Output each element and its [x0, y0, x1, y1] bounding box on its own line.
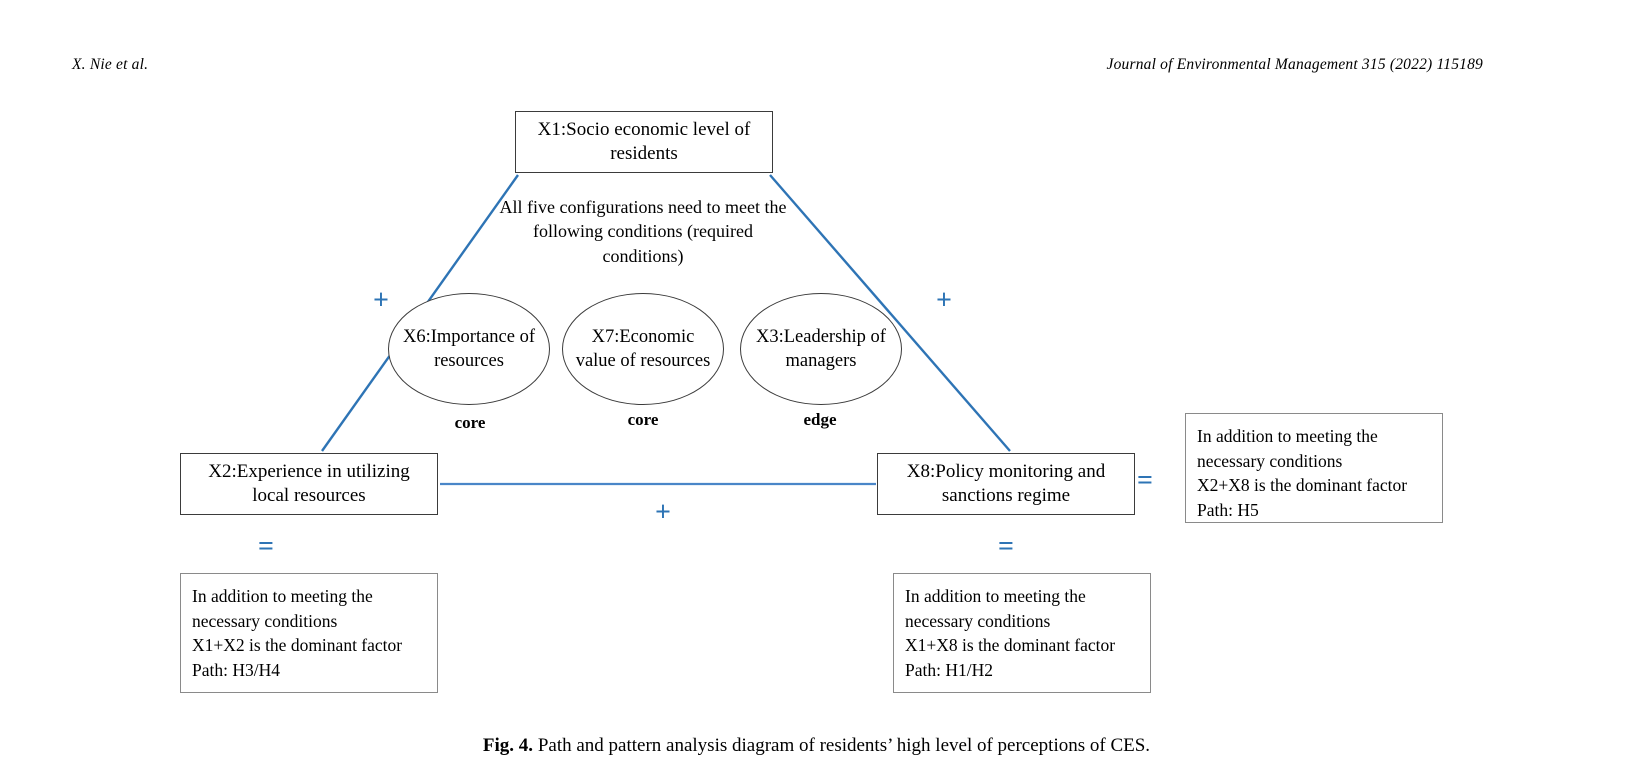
node-x1 — [515, 111, 773, 173]
node-x2-label: X2:Experience in utilizing local resources — [208, 460, 410, 506]
node-x8 — [877, 453, 1135, 515]
equals-x2-note: = — [258, 531, 274, 562]
note-h3h4-line-3: X1+X2 is the dominant factor — [192, 635, 403, 655]
condition-x6-label: X6:Importance of resources — [402, 326, 536, 371]
note-box-h1h2 — [893, 573, 1151, 693]
note-h1h2-line-3: X1+X8 is the dominant factor — [905, 635, 1116, 655]
figure-caption-text: Path and pattern analysis diagram of residents’ high level of perceptions of CES. — [537, 735, 1151, 756]
condition-ellipse-x6 — [388, 293, 550, 405]
running-head-author: X. Nie et al. — [72, 56, 149, 73]
center-required-conditions-note — [498, 195, 788, 268]
note-h5-line-1: In addition to meeting the — [1197, 426, 1378, 446]
note-h5-line-4: Path: H5 — [1197, 499, 1259, 520]
note-h1h2-line-4: Path: H1/H2 — [905, 659, 993, 680]
note-h3h4-line-2: necessary conditions — [192, 610, 338, 631]
note-h1h2-line-1: In addition to meeting the — [905, 586, 1086, 606]
node-x2 — [180, 453, 438, 515]
condition-ellipse-x3 — [740, 293, 902, 405]
note-h3h4-line-4: Path: H3/H4 — [192, 659, 280, 680]
equals-h5-note: = — [1137, 465, 1153, 496]
condition-x6-tag: core — [454, 413, 486, 432]
condition-x3-label: X3:Leadership of managers — [756, 326, 886, 371]
note-box-h5 — [1185, 413, 1443, 523]
running-head-journal: Journal of Environmental Management 315 (2022) 115189 — [1106, 56, 1483, 73]
note-h5-line-3: X2+X8 is the dominant factor — [1197, 475, 1408, 495]
condition-ellipse-x7 — [562, 293, 724, 405]
note-h5-line-2: necessary conditions — [1197, 450, 1343, 471]
node-x8-label: X8:Policy monitoring and sanctions regime — [906, 460, 1106, 506]
condition-x7-label: X7:Economic value of resources — [575, 326, 711, 371]
note-box-h3h4 — [180, 573, 438, 693]
equals-x8-note: = — [998, 531, 1014, 562]
edge-label-bottom-plus: + — [655, 497, 671, 528]
figure-caption-label: Fig. 4. — [482, 735, 534, 756]
condition-x3-tag: edge — [803, 410, 837, 429]
condition-x7-tag: core — [627, 410, 659, 429]
figure-caption — [0, 735, 1633, 757]
edge-label-right-plus: + — [936, 285, 952, 316]
note-h3h4-line-1: In addition to meeting the — [192, 586, 373, 606]
edge-label-left-plus: + — [373, 285, 389, 316]
center-note-text: All five configurations need to meet the following conditions (required conditions) — [499, 197, 787, 266]
node-x1-label: X1:Socio economic level of residents — [537, 118, 751, 164]
diagram-canvas — [0, 95, 1633, 695]
note-h1h2-line-2: necessary conditions — [905, 610, 1051, 631]
